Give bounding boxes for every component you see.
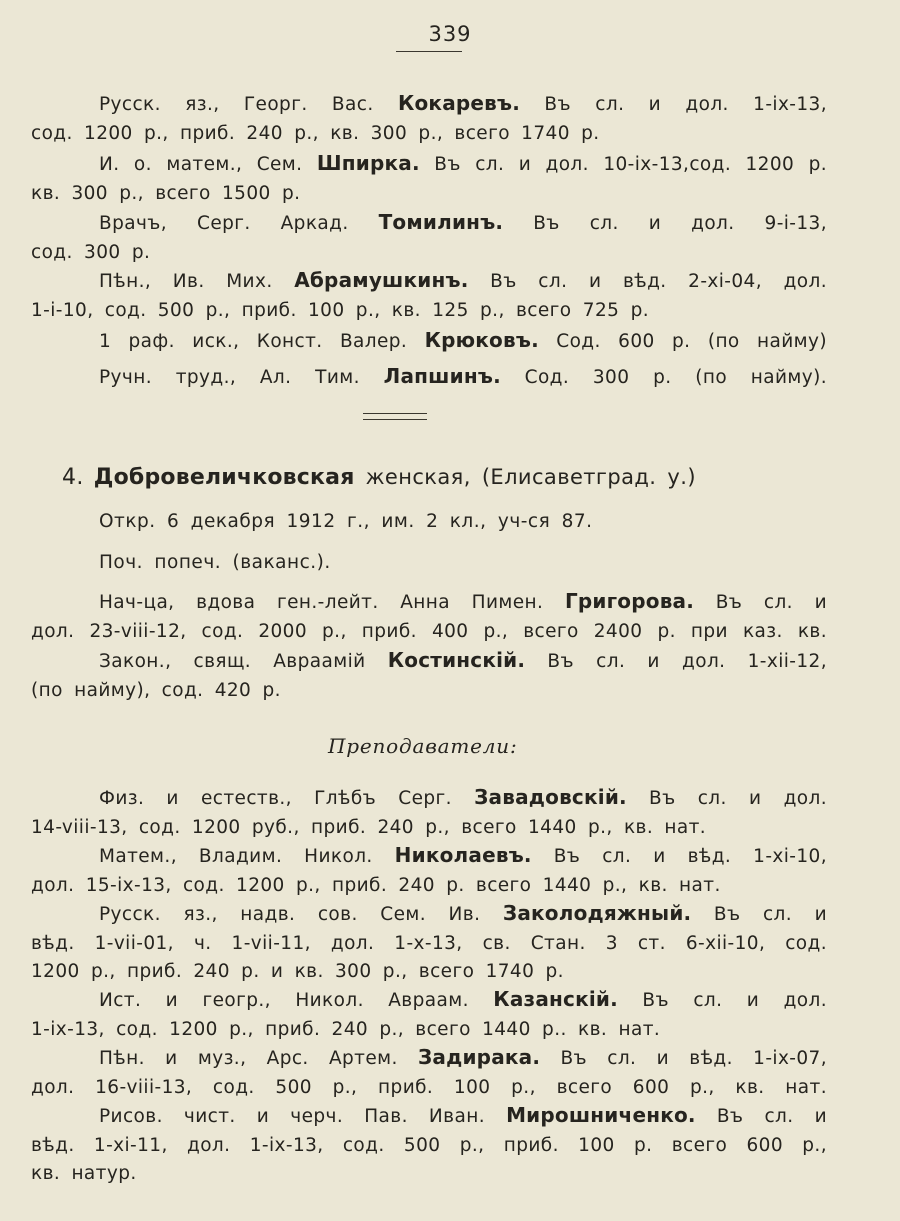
school-heading	[62, 462, 822, 493]
staff-surname: Кокаревъ.	[397, 91, 521, 115]
teacher-surname: Николаевъ.	[394, 843, 532, 867]
page-number-rule	[396, 51, 462, 52]
staff-surname: Томилинъ.	[378, 210, 504, 234]
teacher-entry: Пѣн. и муз., Арс. Артем. Задирака. Въ сл. и вѣд. 1-ix-07, дол. 16-viii-13, сод. 500 р., приб. 100 р., всего 600 р., кв. нат.	[31, 1045, 827, 1098]
staff-entry: Ручн. труд., Ал. Тим. Лапшинъ. Сод. 300 р. (по найму).	[99, 364, 828, 388]
teacher-surname: Завадовскій.	[474, 785, 627, 809]
staff-entry: Русск. яз., Георг. Вас. Кокаревъ. Въ сл. и дол. 1-ix-13, сод. 1200 р., приб. 240 р., кв. 300 р., всего 1740 р.	[31, 91, 827, 144]
teacher-entry: Ист. и геогр., Никол. Авраам. Казанскій. Въ сл. и дол. 1-ix-13, сод. 1200 р., приб. 240 р., всего 1440 р.. кв. нат.	[31, 987, 828, 1040]
page-number: 339	[428, 22, 472, 46]
teachers-heading: Преподаватели:	[328, 734, 518, 758]
teacher-surname: Задирака.	[418, 1045, 541, 1069]
teacher-surname: Заколодяжный.	[502, 901, 692, 925]
staff-surname: Костинскій.	[387, 648, 526, 672]
staff-entry: Врачъ, Серг. Аркад. Томилинъ. Въ сл. и дол. 9-i-13, сод. 300 р.	[31, 210, 828, 263]
staff-entry: 1 раф. иск., Конст. Валер. Крюковъ. Сод. 600 р. (по найму)	[99, 328, 828, 352]
section-divider	[363, 413, 427, 420]
staff-surname: Абрамушкинъ.	[294, 268, 469, 292]
school-opened-line: Откр. 6 декабря 1912 г., им. 2 кл., уч-ся 87.	[99, 511, 593, 532]
staff-surname: Крюковъ.	[424, 328, 539, 352]
staff-entry: Закон., свящ. Авраамій Костинскій. Въ сл. и дол. 1-xii-12, (по найму), сод. 420 р.	[31, 648, 828, 701]
staff-entry: И. о. матем., Сем. Шпирка. Въ сл. и дол. 10-ix-13,сод. 1200 р. кв. 300 р., всего 1500 р.	[31, 151, 828, 204]
school-number: 4.	[62, 465, 84, 490]
staff-surname: Шпирка.	[316, 151, 420, 175]
teacher-surname: Казанскій.	[493, 987, 618, 1011]
staff-entry: Нач-ца, вдова ген.-лейт. Анна Пимен. Григорова. Въ сл. и дол. 23-viii-12, сод. 2000 р., приб. 400 р., всего 2400 р. при каз. кв.	[31, 589, 828, 642]
teacher-surname: Мирошниченко.	[506, 1103, 696, 1127]
teacher-entry: Физ. и естеств., Глѣбъ Серг. Завадовскій. Въ сл. и дол. 14-viii-13, сод. 1200 руб., приб. 240 р., всего 1440 р., кв. нат.	[31, 785, 827, 838]
school-descriptor: женская, (Елисаветград. у.)	[365, 465, 696, 489]
teacher-entry: Русск. яз., надв. сов. Сем. Ив. Заколодяжный. Въ сл. и вѣд. 1-vii-01, ч. 1-vii-11, дол. 1-x-13, св. Стан. 3 ст. 6-xii-10, сод. 1200 р., приб. 240 р. и кв. 300 р., всего 1740 р.	[31, 901, 828, 982]
school-trustee-line: Поч. попеч. (ваканс.).	[99, 552, 331, 573]
teacher-entry: Матем., Владим. Никол. Николаевъ. Въ сл. и вѣд. 1-xi-10, дол. 15-ix-13, сод. 1200 р., приб. 240 р. всего 1440 р., кв. нат.	[31, 843, 827, 896]
teacher-entry: Рисов. чист. и черч. Пав. Иван. Мирошниченко. Въ сл. и вѣд. 1-xi-11, дол. 1-ix-13, сод. 500 р., приб. 100 р. всего 600 р., кв. натур.	[31, 1103, 828, 1184]
staff-surname: Лапшинъ.	[383, 364, 501, 388]
school-name: Добровеличковская	[93, 465, 355, 490]
staff-entry: Пѣн., Ив. Мих. Абрамушкинъ. Въ сл. и вѣд. 2-xi-04, дол. 1-i-10, сод. 500 р., приб. 100 р., кв. 125 р., всего 725 р.	[31, 268, 828, 321]
staff-surname: Григорова.	[564, 589, 695, 613]
